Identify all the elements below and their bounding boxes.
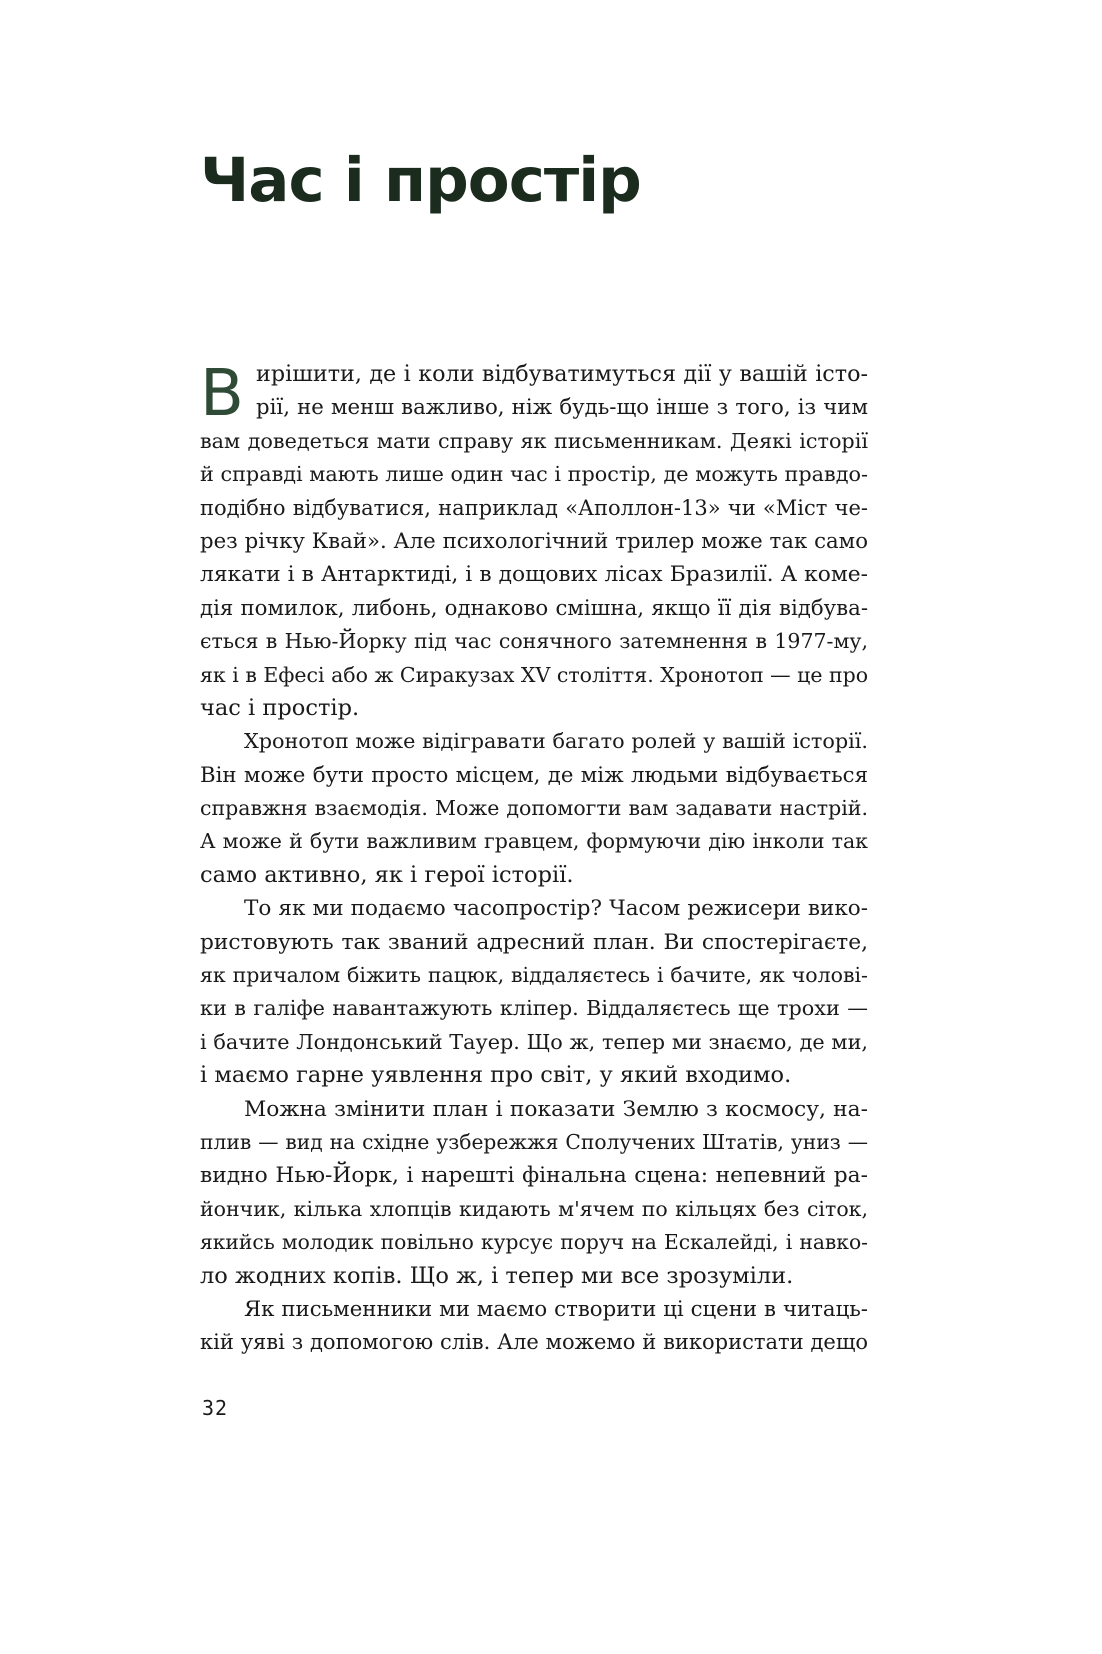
text-line: плив — вид на східне узбережжя Сполучених Штатів, униз — [200, 1129, 868, 1154]
text-line: й справді мають лише один час і простір, де можуть правдо- [200, 462, 868, 487]
text-line: То як ми подаємо часопростір? Часом режисери вико- [244, 896, 868, 922]
text-line: час і простір. [200, 694, 360, 721]
drop-cap: В [200, 357, 244, 431]
text-line: само активно, як і герої історії. [200, 861, 574, 888]
text-line: ло жодних копів. Що ж, і тепер ми все зрозуміли. [200, 1262, 794, 1289]
text-line: і маємо гарне уявлення про світ, у який входимо. [200, 1062, 792, 1089]
page-number: 32 [202, 1396, 229, 1420]
text-line: Хронотоп може відігравати багато ролей у вашій історії. [244, 729, 868, 754]
text-line: ирішити, де і коли відбуватимуться дії у вашій істо- [256, 361, 868, 387]
text-line: лякати і в Антарктиді, і в дощових лісах Бразилії. А коме- [200, 562, 868, 588]
text-line: йончик, кілька хлопців кидають м'ячем по кільцях без сіток, [200, 1196, 868, 1221]
text-line: подібно відбуватися, наприклад «Аполлон-13» чи «Міст че- [200, 495, 868, 520]
text-line: рез річку Квай». Але психологічний трилер може так само [200, 528, 868, 554]
text-line: ється в Нью-Йорку під час сонячного затемнення в 1977-му, [200, 629, 868, 654]
text-line: рії, не менш важливо, ніж будь-що інше з того, із чим [256, 395, 868, 421]
text-line: вам доведеться мати справу як письменникам. Деякі історії [200, 428, 868, 453]
text-line: справжня взаємодія. Може допомогти вам задавати настрій. [200, 796, 868, 821]
body-text [200, 358, 868, 1360]
text-line: як і в Ефесі або ж Сиракузах XV століття. Хронотоп — це про [200, 662, 869, 687]
text-line: ристовують так званий адресний план. Ви спостерігаєте, [200, 929, 868, 955]
text-line: Можна змінити план і показати Землю з космосу, на- [244, 1096, 868, 1122]
chapter-title: Час і простір [200, 145, 641, 216]
text-line: і бачите Лондонський Тауер. Що ж, тепер ми знаємо, де ми, [200, 1029, 868, 1054]
text-line: ки в галіфе навантажують кліпер. Віддаляєтесь ще трохи — [200, 996, 868, 1021]
text-line: Він може бути просто місцем, де між людьми відбувається [200, 762, 868, 788]
text-line: як причалом біжить пацюк, віддаляєтесь і бачите, як чолові- [200, 963, 868, 988]
text-line: дія помилок, либонь, однаково смішна, якщо її дія відбува- [200, 595, 868, 621]
text-line: видно Нью-Йорк, і нарешті фінальна сцена: непевний ра- [200, 1163, 868, 1189]
text-line: Як письменники ми маємо створити ці сцени в читаць- [244, 1296, 868, 1322]
text-line: А може й бути важливим гравцем, формуючи дію інколи так [200, 829, 868, 854]
text-line: якийсь молодик повільно курсує поруч на Ескалейді, і навко- [200, 1230, 868, 1255]
text-line: кій уяві з допомогою слів. Але можемо й використати дещо [200, 1330, 868, 1355]
